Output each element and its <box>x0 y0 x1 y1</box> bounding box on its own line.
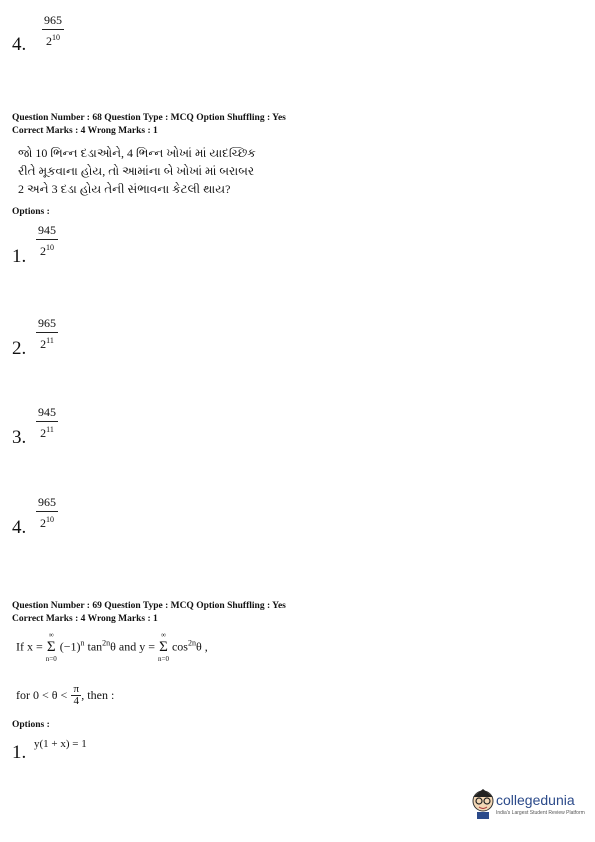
logo-tagline: India's Largest Student Review Platform <box>496 810 585 816</box>
question-text-line: 2 અને 3 દડા હોય તેની સંભાવના કેટલી થાય? <box>18 182 231 196</box>
sum-lower-limit: n=0 <box>158 655 169 663</box>
denominator: $2^{10}$ <box>40 243 54 258</box>
summation-y <box>158 631 169 664</box>
numerator: 945 <box>38 405 56 419</box>
if-text: If x = <box>16 639 43 654</box>
numerator: 965 <box>38 316 56 330</box>
logo-brand: collegedunia <box>496 792 575 808</box>
denominator: $2^{10}$ <box>40 515 54 530</box>
sum-lower-limit: n=0 <box>45 655 57 663</box>
fraction-bar <box>36 421 58 422</box>
question-69-condition <box>16 684 114 707</box>
fraction-bar <box>36 239 58 240</box>
pi-over-four <box>71 684 81 707</box>
and-text: and y = <box>118 639 155 654</box>
fraction-bar <box>36 332 58 333</box>
prev-option-fraction <box>42 14 64 48</box>
question-meta-line: Question Number : 69 Question Type : MCQ Option Shuffling : Yes <box>12 601 286 611</box>
exponent: n <box>80 638 85 648</box>
option-3-number[interactable]: 3. <box>12 427 27 448</box>
option-4-fraction <box>36 496 58 530</box>
sigma-symbol: Σ <box>159 639 168 655</box>
option-2-fraction <box>36 317 58 351</box>
fraction-bar <box>36 511 58 512</box>
theta: θ , <box>195 639 208 654</box>
denominator: $2^{11}$ <box>40 425 54 440</box>
denominator: $2^{11}$ <box>40 336 54 351</box>
exponent: 2n <box>187 638 196 648</box>
marks-meta-line: Correct Marks : 4 Wrong Marks : 1 <box>12 614 158 624</box>
prev-option-number: 4. <box>12 34 27 55</box>
denominator: 4 <box>73 695 80 707</box>
question-text-line: જો 10 ભિન્ન દડાઓને, 4 ભિન્ન ખોખાં માં યાદચ્છિક <box>18 146 256 160</box>
q69-option-1-number[interactable]: 1. <box>12 742 27 763</box>
sum-upper-limit: ∞ <box>48 631 54 639</box>
sum-upper-limit: ∞ <box>160 631 166 639</box>
numerator: 945 <box>38 223 56 237</box>
numerator: 965 <box>44 13 62 27</box>
tan-text: tan <box>87 639 103 654</box>
option-4-number[interactable]: 4. <box>12 517 27 538</box>
option-1-fraction <box>36 224 58 258</box>
question-meta-line: Question Number : 68 Question Type : MCQ Option Shuffling : Yes <box>12 113 286 123</box>
summation-x <box>46 631 57 664</box>
question-69-equation <box>16 631 208 664</box>
exponent: 2n <box>102 638 111 648</box>
sigma-symbol: Σ <box>46 639 56 655</box>
numerator: 965 <box>38 495 56 509</box>
for-text: for 0 < θ < <box>16 688 68 702</box>
term-neg-one: (−1) <box>59 639 81 654</box>
q69-option-1-text: y(1 + x) = 1 <box>34 738 87 750</box>
question-68-meta <box>12 112 286 138</box>
numerator: π <box>73 683 80 695</box>
fraction-bar <box>42 29 64 30</box>
theta: θ <box>110 639 116 654</box>
options-label: Options : <box>12 720 50 730</box>
options-label: Options : <box>12 207 50 217</box>
then-text: , then : <box>81 688 115 702</box>
denominator: $2^{10}$ <box>46 33 60 48</box>
cos-text: cos <box>171 639 188 654</box>
question-text-line: રીતે મૂકવાના હોય, તો આમાંના બે ખોખાં માં બરાબર <box>18 164 255 178</box>
option-2-number[interactable]: 2. <box>12 338 27 359</box>
option-3-fraction <box>36 406 58 440</box>
marks-meta-line: Correct Marks : 4 Wrong Marks : 1 <box>12 126 158 136</box>
option-1-number[interactable]: 1. <box>12 246 27 267</box>
question-69-meta <box>12 600 286 626</box>
mascot-icon <box>468 785 498 821</box>
question-68-text <box>18 144 256 198</box>
